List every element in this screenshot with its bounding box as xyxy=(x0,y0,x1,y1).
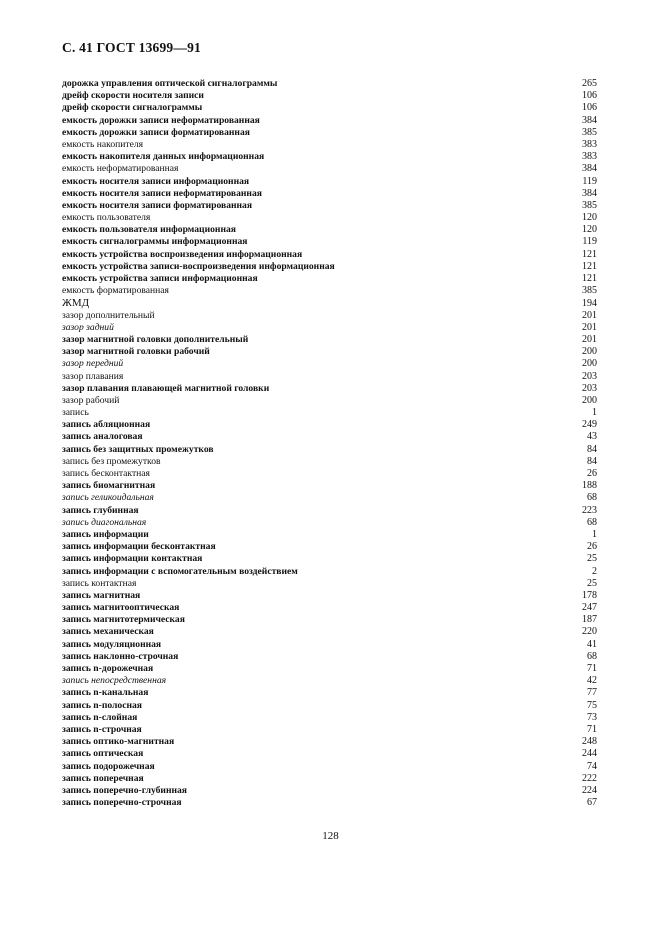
index-entry xyxy=(62,614,597,626)
index-page-ref: 119 xyxy=(582,175,597,187)
index-page-ref: 383 xyxy=(582,151,597,163)
index-entry xyxy=(62,712,597,724)
index-term: запись магнитотермическая xyxy=(62,614,185,626)
index-term: запись биомагнитная xyxy=(62,480,156,492)
index-page-ref: 106 xyxy=(582,102,597,114)
index-entry xyxy=(62,785,597,797)
index-page-ref: 119 xyxy=(582,236,597,248)
index-term: запись оптико-магнитная xyxy=(62,736,175,748)
index-entry xyxy=(62,553,597,565)
index-term: запись непосредственная xyxy=(62,675,167,687)
index-term: емкость пользователя xyxy=(62,212,151,224)
index-page-ref: 71 xyxy=(587,723,597,735)
index-entry xyxy=(62,529,597,541)
index-page-ref: 200 xyxy=(582,394,597,406)
index-entry xyxy=(62,358,597,370)
index-entry xyxy=(62,492,597,504)
index-entry xyxy=(62,297,597,309)
index-entry xyxy=(62,371,597,383)
index-page-ref: 67 xyxy=(587,797,597,809)
index-entry xyxy=(62,115,597,127)
index-term: запись аналоговая xyxy=(62,431,143,443)
index-entry xyxy=(62,285,597,297)
index-page-ref: 25 xyxy=(587,577,597,589)
index-entry xyxy=(62,236,597,248)
index-entry xyxy=(62,456,597,468)
index-page-ref: 75 xyxy=(587,699,597,711)
index-page-ref: 203 xyxy=(582,370,597,382)
index-entry xyxy=(62,444,597,456)
index-page-ref: 68 xyxy=(587,492,597,504)
index-term: емкость носителя записи информационная xyxy=(62,175,250,187)
index-term: дрейф скорости носителя записи xyxy=(62,90,204,102)
index-page-ref: 201 xyxy=(582,309,597,321)
index-term: запись информации xyxy=(62,528,149,540)
index-term: емкость пользователя информационная xyxy=(62,224,236,236)
index-page-ref: 200 xyxy=(582,358,597,370)
index-page-ref: 220 xyxy=(582,626,597,638)
index-page-ref: 248 xyxy=(582,736,597,748)
index-page-ref: 1 xyxy=(592,528,597,540)
index-term: емкость дорожки записи неформатированная xyxy=(62,114,260,126)
index-entry xyxy=(62,663,597,675)
index-term: емкость накопителя данных информационная xyxy=(62,151,265,163)
term-index-list xyxy=(62,78,597,809)
index-term: емкость устройства записи информационная xyxy=(62,273,258,284)
index-entry xyxy=(62,395,597,407)
index-page-ref: 224 xyxy=(582,784,597,796)
index-entry xyxy=(62,578,597,590)
index-term: емкость неформатированная xyxy=(62,163,179,175)
index-page-ref: 200 xyxy=(582,346,597,358)
index-page-ref: 84 xyxy=(587,443,597,455)
index-page-ref: 41 xyxy=(587,638,597,650)
index-term: дорожка управления оптической сигналограммы xyxy=(62,78,278,89)
index-entry xyxy=(62,419,597,431)
index-term: запись контактная xyxy=(62,577,137,589)
index-term: запись xyxy=(62,407,89,419)
index-term: емкость форматированная xyxy=(62,285,169,297)
index-term: запись оптическая xyxy=(62,748,144,760)
index-term: запись геликоидальная xyxy=(62,492,154,504)
index-term: запись n-канальная xyxy=(62,687,149,699)
index-entry xyxy=(62,224,597,236)
index-entry xyxy=(62,700,597,712)
index-entry xyxy=(62,90,597,102)
index-entry xyxy=(62,724,597,736)
index-entry xyxy=(62,261,597,273)
index-page-ref: 222 xyxy=(582,772,597,784)
index-term: запись без промежутков xyxy=(62,455,161,467)
index-page-ref: 42 xyxy=(587,675,597,687)
index-page-ref: 68 xyxy=(587,650,597,662)
page-header: С. 41 ГОСТ 13699—91 xyxy=(62,40,201,55)
index-page-ref: 223 xyxy=(582,504,597,516)
index-term: емкость носителя записи неформатированная xyxy=(62,187,262,199)
index-term: запись механическая xyxy=(62,626,154,638)
index-entry xyxy=(62,383,597,395)
index-page-ref: 265 xyxy=(582,78,597,89)
index-term: запись магнитная xyxy=(62,589,141,601)
index-page-ref: 201 xyxy=(582,333,597,345)
index-term: запись поперечно-строчная xyxy=(62,797,182,809)
index-entry xyxy=(62,748,597,760)
index-page-ref: 106 xyxy=(582,90,597,102)
index-page-ref: 384 xyxy=(582,163,597,175)
index-entry xyxy=(62,639,597,651)
index-page-ref: 74 xyxy=(587,760,597,772)
index-page-ref: 178 xyxy=(582,589,597,601)
index-page-ref: 73 xyxy=(587,711,597,723)
index-term: запись глубинная xyxy=(62,504,139,516)
index-entry xyxy=(62,590,597,602)
index-page-ref: 71 xyxy=(587,663,597,674)
index-page-ref: 121 xyxy=(582,248,597,260)
index-page-ref: 77 xyxy=(587,687,597,699)
index-entry xyxy=(62,468,597,480)
index-term: емкость устройства записи-воспроизведения информационная xyxy=(62,260,335,272)
index-entry xyxy=(62,566,597,578)
index-term: зазор задний xyxy=(62,321,114,333)
index-term: зазор магнитной головки дополнительный xyxy=(62,333,249,345)
page-number: 128 xyxy=(322,830,339,842)
index-entry xyxy=(62,127,597,139)
index-term: запись подорожечная xyxy=(62,760,155,772)
index-page-ref: 120 xyxy=(582,224,597,236)
index-entry xyxy=(62,334,597,346)
index-page-ref: 244 xyxy=(582,748,597,760)
index-page-ref: 247 xyxy=(582,602,597,614)
index-term: запись модуляционная xyxy=(62,638,162,650)
index-entry xyxy=(62,151,597,163)
index-term: запись поперечно-глубинная xyxy=(62,784,187,796)
index-term: емкость дорожки записи форматированная xyxy=(62,126,250,138)
index-page-ref: 25 xyxy=(587,553,597,565)
index-page-ref: 26 xyxy=(587,541,597,553)
index-term: запись наклонно-строчная xyxy=(62,650,179,662)
index-entry xyxy=(62,773,597,785)
index-term: запись n-полосная xyxy=(62,699,142,711)
index-entry xyxy=(62,212,597,224)
index-term: ЖМД xyxy=(62,297,90,310)
index-entry xyxy=(62,761,597,773)
index-page-ref: 249 xyxy=(582,419,597,431)
index-page-ref: 384 xyxy=(582,187,597,199)
index-entry xyxy=(62,176,597,188)
index-term: запись магнитооптическая xyxy=(62,602,180,614)
index-entry xyxy=(62,736,597,748)
index-entry xyxy=(62,651,597,663)
index-entry xyxy=(62,431,597,443)
index-term: емкость сигналограммы информационная xyxy=(62,236,248,248)
index-entry xyxy=(62,249,597,261)
index-entry xyxy=(62,505,597,517)
index-entry xyxy=(62,102,597,114)
index-entry xyxy=(62,273,597,285)
index-page-ref: 201 xyxy=(582,321,597,333)
index-page-ref: 84 xyxy=(587,455,597,467)
index-entry xyxy=(62,602,597,614)
index-term: зазор магнитной головки рабочий xyxy=(62,346,210,358)
index-page-ref: 188 xyxy=(582,480,597,492)
index-term: запись поперечная xyxy=(62,772,144,784)
index-term: запись без защитных промежутков xyxy=(62,443,214,455)
index-term: запись n-строчная xyxy=(62,723,142,735)
index-term: зазор плавания плавающей магнитной головки xyxy=(62,382,270,394)
index-term: запись n-дорожечная xyxy=(62,663,154,674)
index-entry xyxy=(62,480,597,492)
index-term: дрейф скорости сигналограммы xyxy=(62,102,203,114)
index-entry xyxy=(62,200,597,212)
index-page-ref: 121 xyxy=(582,260,597,272)
index-page-ref: 120 xyxy=(582,212,597,224)
index-entry xyxy=(62,626,597,638)
index-term: зазор дополнительный xyxy=(62,309,155,321)
index-page-ref: 203 xyxy=(582,382,597,394)
index-entry xyxy=(62,188,597,200)
index-page-ref: 194 xyxy=(582,298,597,310)
index-term: запись информации контактная xyxy=(62,553,203,565)
index-entry xyxy=(62,517,597,529)
index-entry xyxy=(62,322,597,334)
index-term: запись диагональная xyxy=(62,516,147,528)
index-page-ref: 2 xyxy=(592,565,597,577)
index-entry xyxy=(62,407,597,419)
index-term: запись абляционная xyxy=(62,419,151,431)
index-entry xyxy=(62,139,597,151)
index-page-ref: 384 xyxy=(582,114,597,126)
index-term: запись информации с вспомогательным воздействием xyxy=(62,565,298,577)
index-page-ref: 68 xyxy=(587,516,597,528)
index-page-ref: 385 xyxy=(582,285,597,297)
index-term: емкость устройства воспроизведения информационная xyxy=(62,248,303,260)
index-page-ref: 43 xyxy=(587,431,597,443)
index-page-ref: 385 xyxy=(582,126,597,138)
index-page-ref: 385 xyxy=(582,199,597,211)
index-term: запись n-слойная xyxy=(62,711,138,723)
index-entry xyxy=(62,163,597,175)
index-term: емкость накопителя xyxy=(62,138,144,150)
index-term: зазор плавания xyxy=(62,370,124,382)
index-term: зазор передний xyxy=(62,358,124,370)
index-entry xyxy=(62,78,597,90)
index-term: зазор рабочий xyxy=(62,394,120,406)
index-entry xyxy=(62,675,597,687)
index-term: емкость носителя записи форматированная xyxy=(62,199,253,211)
index-term: запись бесконтактная xyxy=(62,468,150,479)
index-term: запись информации бесконтактная xyxy=(62,541,216,553)
index-page-ref: 1 xyxy=(592,407,597,419)
index-entry xyxy=(62,797,597,809)
index-page-ref: 26 xyxy=(587,468,597,479)
index-entry xyxy=(62,687,597,699)
index-entry xyxy=(62,346,597,358)
index-page-ref: 121 xyxy=(582,273,597,284)
index-page-ref: 187 xyxy=(582,614,597,626)
index-entry xyxy=(62,310,597,322)
index-entry xyxy=(62,541,597,553)
index-page-ref: 383 xyxy=(582,138,597,150)
